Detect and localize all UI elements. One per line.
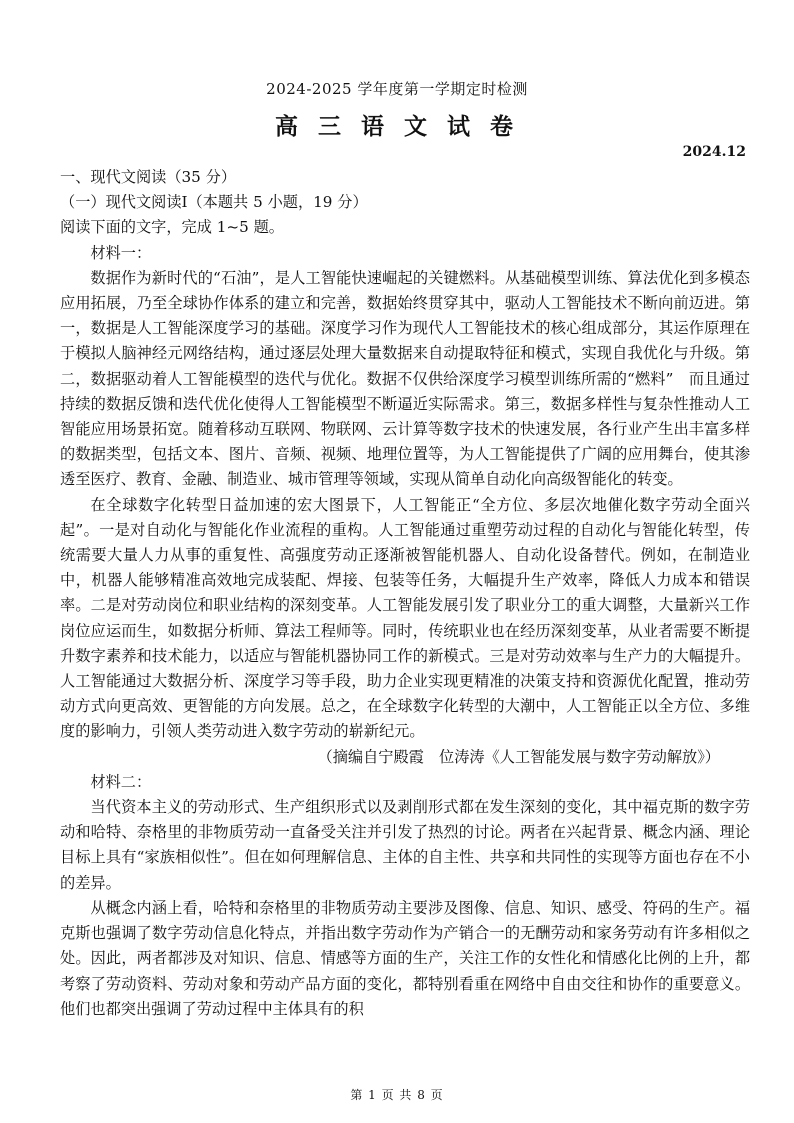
material-two-paragraph-2: 从概念内涵上看，哈特和奈格里的非物质劳动主要涉及图像、信息、知识、感受、符码的生产。福克斯也强调了数字劳动信息化特点，并指出数字劳动作为产销合一的无酬劳动和家务劳动有许多相似之处。因此，两者都涉及对知识、信息、情感等方面的生产，关注工作的女性化和情感化比例的上升，都考察了劳动资料、劳动对象和劳动产品方面的变化，都特别看重在网络中自由交往和协作的重要意义。他们也都突出强调了劳动过程中主体具有的积 [60,898,750,1018]
exam-date: 2024.12 [682,144,746,160]
exam-period: 2024-2025 学年度第一学期定时检测 [266,80,528,98]
material-one-label: 材料一： [90,243,152,262]
material-one-source: （摘编自宁殿霞 位涛涛《人工智能发展与数字劳动解放》） [317,747,720,766]
reading-instruction: 阅读下面的文字，完成 1~5 题。 [60,218,284,237]
material-two-paragraph-1: 当代资本主义的劳动形式、生产组织形式以及剥削形式都在发生深刻的变化，其中福克斯的数字劳动和哈特、奈格里的非物质劳动一直备受关注并引发了热烈的讨论。两者在兴起背景、概念内涵、理论目标上具有“家族相似性”。但在如何理解信息、主体的自主性、共享和共同性的实现等方面也存在不小的差异。 [60,798,750,892]
paper-title: 高 三 语 文 试 卷 [274,113,520,140]
sub-section-heading: （一）现代文阅读Ⅰ（本题共 5 小题，19 分） [60,193,368,212]
material-one-paragraph-1: 数据作为新时代的“石油”，是人工智能快速崛起的关键燃料。从基础模型训练、算法优化到多模态应用拓展，乃至全球协作体系的建立和完善，数据始终贯穿其中，驱动人工智能技术不断向前迈进。第一，数据是人工智能深度学习的基础。深度学习作为现代人工智能技术的核心组成部分，其运作原理在于模拟人脑神经元网络结构，通过逐层处理大量数据来自动提取特征和模式，实现自我优化与升级。第二，数据驱动着人工智能模型的迭代与优化。数据不仅供给深度学习模型训练所需的“燃料” 而且通过持续的数据反馈和迭代优化使得人工智能模型不断逼近实际需求。第三，数据多样性与复杂性推动人工智能应用场景拓宽。随着移动互联网、物联网、云计算等数字技术的快速发展，各行业产生出丰富多样的数据类型，包括文本、图片、音频、视频、地理位置等，为人工智能提供了广阔的应用舞台，使其渗透至医疗、教育、金融、制造业、城市管理等领域，实现从简单自动化向高级智能化的转变。 [60,268,750,489]
section-heading: 一、现代文阅读（35 分） [60,168,237,186]
material-one-paragraph-2: 在全球数字化转型日益加速的宏大图景下，人工智能正“全方位、多层次地催化数字劳动全面兴起”。一是对自动化与智能化作业流程的重构。人工智能通过重塑劳动过程的自动化与智能化转型，传统需要大量人力从事的重复性、高强度劳动正逐渐被智能机器人、自动化设备替代。例如，在制造业中，机器人能够精准高效地完成装配、焊接、包装等任务，大幅提升生产效率，降低人力成本和错误率。二是对劳动岗位和职业结构的深刻变革。人工智能发展引发了职业分工的重大调整，大量新兴工作岗位应运而生，如数据分析师、算法工程师等。同时，传统职业也在经历深刻变革，从业者需要不断提升数字素养和技术能力，以适应与智能机器协同工作的新模式。三是对劳动效率与生产力的大幅提升。人工智能通过大数据分析、深度学习等手段，助力企业实现更精准的决策支持和资源优化配置，推动劳动方式向更高效、更智能的方向发展。总之，在全球数字化转型的大潮中，人工智能正以全方位、多维度的影响力，引领人类劳动进入数字劳动的崭新纪元。 [60,495,750,741]
page-footer: 第 1 页 共 8 页 [350,1088,444,1102]
material-two-label: 材料二： [90,772,152,791]
document-body [60,165,750,1022]
